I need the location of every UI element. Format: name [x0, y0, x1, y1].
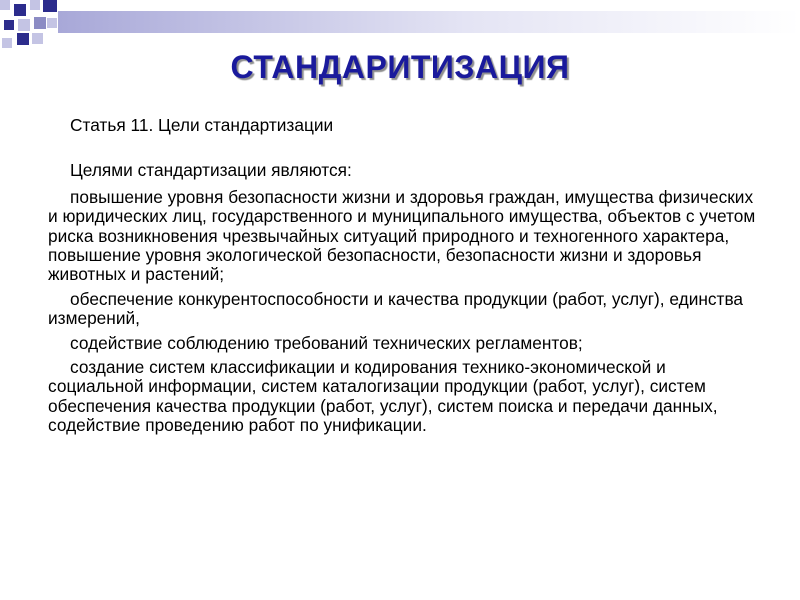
- article-heading: Статья 11. Цели стандартизации: [70, 115, 334, 135]
- deco-square: [4, 20, 14, 30]
- deco-square: [32, 33, 43, 44]
- deco-square: [47, 18, 57, 28]
- slide-body: [48, 116, 764, 441]
- intro-text: Целями стандартизации являются:: [70, 160, 352, 181]
- deco-square: [43, 0, 57, 12]
- goal-item: обеспечение конкурентоспособности и качества продукции (работ, услуг), единства измерений,: [48, 288, 744, 329]
- goal-item: повышение уровня безопасности жизни и здоровья граждан, имущества физических и юридических лиц, государственного и муниципального имущества, объектов с учетом риска возникновения чрезвычайных ситуаций природного и техногенного характера, повышение уровня экологической безопасности, безопасности жизни и здоровья животных и растений;: [48, 186, 756, 285]
- goal-item: содействие соблюдению требований технических регламентов;: [70, 332, 583, 353]
- goal-item: создание систем классификации и кодирования технико-экономической и социальной информации, систем каталогизации продукции (работ, услуг), систем обеспечения качества продукции (работ, услуг), систем поиска и передачи данных, содействие проведению работ по унификации.: [48, 357, 718, 436]
- deco-square: [30, 0, 40, 10]
- slide-title: СТАНДАРИТИЗАЦИЯ: [230, 49, 570, 85]
- deco-square: [18, 19, 30, 31]
- deco-band: [58, 11, 800, 33]
- deco-square: [34, 17, 46, 29]
- deco-square: [14, 4, 26, 16]
- deco-square: [0, 0, 10, 10]
- deco-square: [17, 33, 29, 45]
